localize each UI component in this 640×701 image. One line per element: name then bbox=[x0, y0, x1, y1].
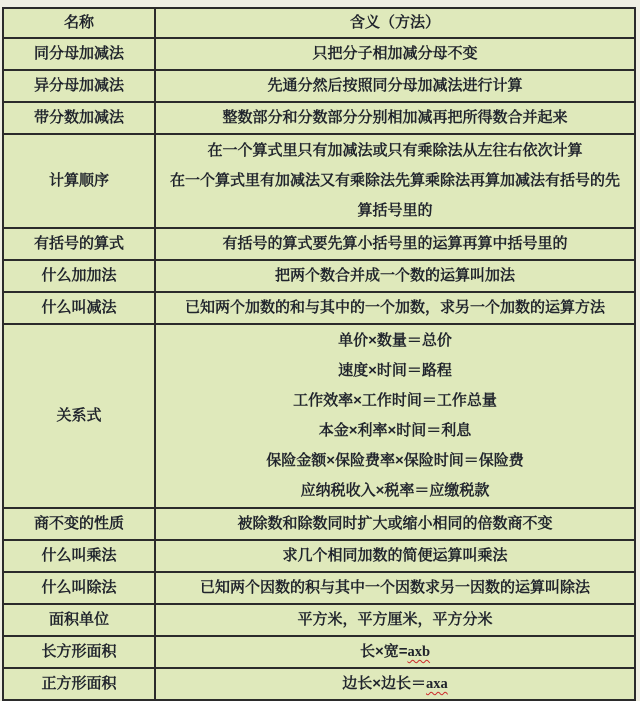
table-row bbox=[4, 135, 634, 229]
definition-cell bbox=[156, 39, 634, 69]
table-row bbox=[4, 229, 634, 261]
definition-cell bbox=[156, 605, 634, 635]
header-meaning-label: 含义（方法） bbox=[349, 14, 440, 31]
term-cell bbox=[4, 39, 156, 69]
term-label: 商不变的性质 bbox=[33, 515, 124, 532]
definition-cell bbox=[156, 573, 634, 603]
definition-cell bbox=[156, 103, 634, 133]
definition-line: 整数部分和分数部分分别相加减再把所得数合并起来 bbox=[222, 109, 568, 126]
table-row bbox=[4, 605, 634, 637]
term-label: 什么加加法 bbox=[41, 267, 117, 284]
definition-cell bbox=[156, 637, 634, 667]
term-cell bbox=[4, 293, 156, 323]
definition-line: 单价×数量＝总价 bbox=[338, 332, 452, 349]
term-label: 计算顺序 bbox=[48, 172, 109, 189]
definition-cell bbox=[156, 509, 634, 539]
math-reference-table bbox=[2, 7, 636, 701]
definition-line: 平方米，平方厘米，平方分米 bbox=[297, 611, 493, 628]
definition-line: 只把分子相加减分母不变 bbox=[312, 45, 478, 62]
term-label: 什么叫减法 bbox=[41, 299, 117, 316]
term-cell bbox=[4, 103, 156, 133]
definition-cell bbox=[156, 71, 634, 101]
term-label: 有括号的算式 bbox=[33, 235, 124, 252]
term-cell bbox=[4, 135, 156, 227]
term-cell bbox=[4, 541, 156, 571]
term-cell bbox=[4, 573, 156, 603]
definition-line: 速度×时间＝路程 bbox=[338, 362, 452, 379]
term-label: 什么叫乘法 bbox=[41, 547, 117, 564]
table-row bbox=[4, 325, 634, 509]
definition-line: 保险金额×保险费率×保险时间＝保险费 bbox=[266, 452, 524, 469]
table-row bbox=[4, 103, 634, 135]
definition-line: 本金×利率×时间＝利息 bbox=[318, 422, 472, 439]
definition-cell bbox=[156, 669, 634, 699]
definition-line: 已知两个加数的和与其中的一个加数，求另一个加数的运算方法 bbox=[184, 299, 605, 316]
definition-line: 工作效率×工作时间＝工作总量 bbox=[293, 392, 497, 409]
formula-line bbox=[162, 670, 628, 698]
formula-cjk-part: 边长×边长＝ bbox=[342, 675, 426, 692]
definition-line: 被除数和除数同时扩大或缩小相同的倍数商不变 bbox=[237, 515, 553, 532]
term-cell bbox=[4, 637, 156, 667]
term-cell bbox=[4, 229, 156, 259]
header-row bbox=[4, 9, 634, 39]
formula-line bbox=[162, 638, 628, 666]
definition-line: 求几个相同加数的简便运算叫乘法 bbox=[282, 547, 508, 564]
term-cell bbox=[4, 509, 156, 539]
term-cell bbox=[4, 325, 156, 507]
definition-cell bbox=[156, 541, 634, 571]
header-meaning-cell bbox=[156, 9, 634, 37]
definition-cell bbox=[156, 135, 634, 227]
table-row bbox=[4, 293, 634, 325]
definition-cell bbox=[156, 261, 634, 291]
term-label: 正方形面积 bbox=[41, 675, 117, 692]
definition-line: 先通分然后按照同分母加减法进行计算 bbox=[267, 77, 523, 94]
term-label: 同分母加减法 bbox=[33, 45, 124, 62]
definition-line: 有括号的算式要先算小括号里的运算再算中括号里的 bbox=[222, 235, 568, 252]
term-cell bbox=[4, 669, 156, 699]
header-name-cell bbox=[4, 9, 156, 37]
header-name-label: 名称 bbox=[63, 14, 94, 31]
definition-cell bbox=[156, 293, 634, 323]
table-row bbox=[4, 573, 634, 605]
term-cell bbox=[4, 261, 156, 291]
term-label: 长方形面积 bbox=[41, 643, 117, 660]
definition-line: 算括号里的 bbox=[357, 202, 433, 219]
table-row bbox=[4, 541, 634, 573]
formula-cjk-part: 长×宽= bbox=[359, 643, 408, 660]
term-label: 关系式 bbox=[56, 407, 102, 424]
term-cell bbox=[4, 71, 156, 101]
term-label: 什么叫除法 bbox=[41, 579, 117, 596]
term-label: 面积单位 bbox=[48, 611, 109, 628]
formula-latin-underlined: axb bbox=[407, 644, 431, 660]
table-row bbox=[4, 509, 634, 541]
definition-cell bbox=[156, 229, 634, 259]
table-row bbox=[4, 39, 634, 71]
term-label: 带分数加减法 bbox=[33, 109, 124, 126]
definition-line: 在一个算式里有加减法又有乘除法先算乘除法再算加减法有括号的先 bbox=[169, 172, 620, 189]
term-cell bbox=[4, 605, 156, 635]
table-row bbox=[4, 71, 634, 103]
definition-line: 已知两个因数的积与其中一个因数求另一因数的运算叫除法 bbox=[199, 579, 590, 596]
definition-line: 把两个数合并成一个数的运算叫加法 bbox=[274, 267, 515, 284]
formula-latin-underlined: axa bbox=[426, 676, 448, 692]
table-row bbox=[4, 669, 634, 699]
definition-cell bbox=[156, 325, 634, 507]
table-row bbox=[4, 637, 634, 669]
table-row bbox=[4, 261, 634, 293]
term-label: 异分母加减法 bbox=[33, 77, 124, 94]
definition-line: 在一个算式里只有加减法或只有乘除法从左往右依次计算 bbox=[207, 142, 583, 159]
definition-line: 应纳税收入×税率＝应缴税款 bbox=[300, 482, 490, 499]
